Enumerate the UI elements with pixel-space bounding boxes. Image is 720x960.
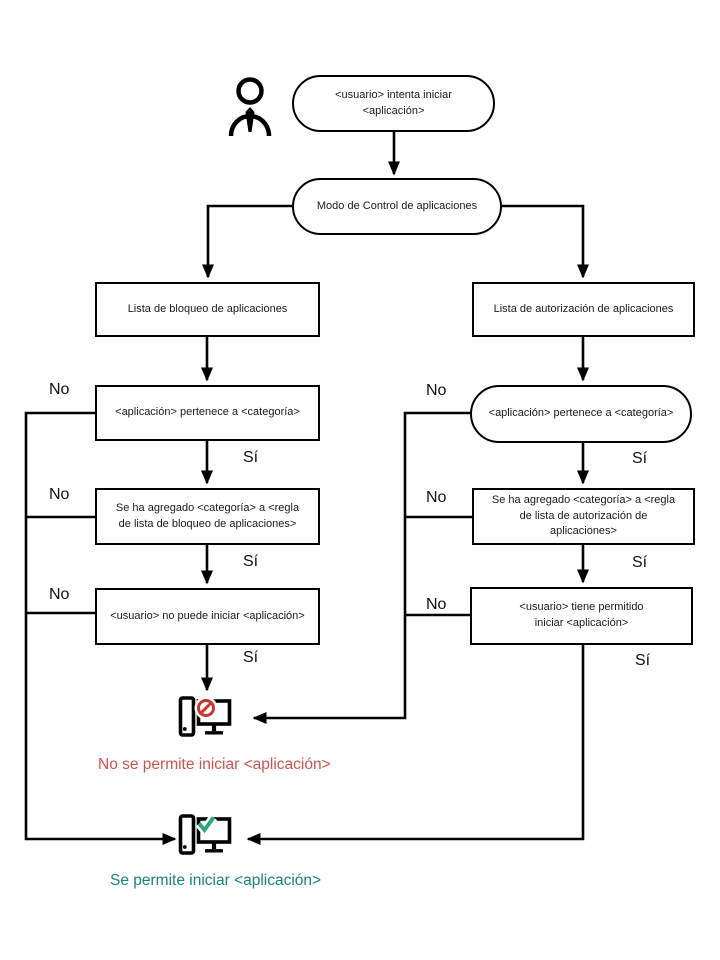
node-start xyxy=(292,75,495,132)
allowed-result-text: Se permite iniciar <aplicación> xyxy=(110,872,322,889)
edge-label-no-1-left: No xyxy=(49,381,70,398)
edge-label-yes-2-right: Sí xyxy=(632,554,648,571)
edge-label-no-2-right: No xyxy=(426,489,447,506)
edge-label-no-3-right: No xyxy=(426,596,447,613)
node-allow-result xyxy=(470,587,693,645)
node-start-label: <usuario> intenta iniciar <aplicación> xyxy=(335,88,452,117)
node-allow-list-label: Lista de autorización de aplicaciones xyxy=(493,302,674,315)
node-block-category-label: <aplicación> pertenece a <categoría> xyxy=(115,406,300,419)
user-head xyxy=(239,80,262,103)
edge-label-no-3-left: No xyxy=(49,586,70,603)
tower-led-dot xyxy=(183,727,187,731)
edge-label-yes-1-left: Sí xyxy=(243,449,259,466)
node-control-mode-label: Modo de Control de aplicaciones xyxy=(316,199,478,212)
node-block-result xyxy=(95,588,320,645)
node-block-list xyxy=(95,282,320,337)
node-allow-rule-label: Se ha agregado <categoría> a <regla de lista de autorización de aplicaciones> xyxy=(491,493,676,538)
edge-label-no-2-left: No xyxy=(49,486,70,503)
computer-tower xyxy=(181,816,194,853)
edge-label-yes-2-left: Sí xyxy=(243,553,259,570)
edge-mode-allowlist xyxy=(500,206,583,277)
computer-tower xyxy=(181,698,194,735)
node-allow-result-label: <usuario> tiene permitido iniciar <aplicación> xyxy=(519,601,644,629)
node-block-category xyxy=(95,385,320,441)
computer-blocked-icon xyxy=(178,694,232,747)
node-allow-category-label: <aplicación> pertenece a <categoría> xyxy=(488,407,674,420)
edge-allowresult-icon xyxy=(248,645,583,839)
tower-led-dot xyxy=(183,845,187,849)
node-block-rule xyxy=(95,488,320,545)
user-tie xyxy=(246,107,255,132)
edge-label-yes-1-right: Sí xyxy=(632,450,648,467)
blocked-result-text: No se permite iniciar <aplicación> xyxy=(98,756,331,773)
node-control-mode xyxy=(292,178,502,235)
node-allow-category xyxy=(470,385,692,443)
edge-right-no-rail xyxy=(254,413,470,718)
node-allow-rule xyxy=(472,488,695,545)
node-allow-list xyxy=(472,282,695,337)
node-block-list-label: Lista de bloqueo de aplicaciones xyxy=(127,302,288,315)
edge-label-yes-3-left: Sí xyxy=(243,649,259,666)
edge-label-yes-3-right: Sí xyxy=(635,652,651,669)
node-block-result-label: <usuario> no puede iniciar <aplicación> xyxy=(110,609,305,622)
node-block-rule-label: Se ha agregado <categoría> a <regla de lista de bloqueo de aplicaciones> xyxy=(115,501,300,530)
user-icon xyxy=(226,74,274,145)
edge-mode-blocklist xyxy=(208,206,292,277)
computer-allowed-icon xyxy=(178,812,232,865)
edge-label-no-1-right: No xyxy=(426,382,447,399)
